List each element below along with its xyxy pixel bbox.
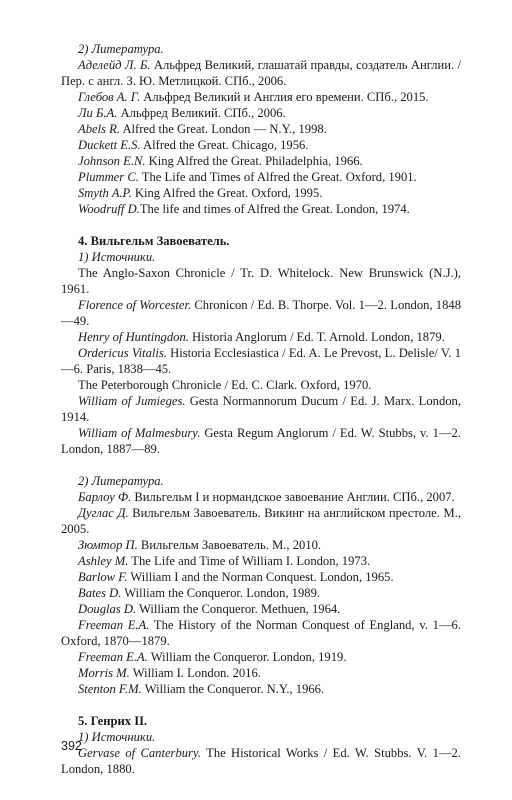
entry-author: Florence of Worcester.: [78, 298, 192, 312]
bibliography-entry: [61, 265, 461, 297]
section-gap: [61, 217, 461, 233]
bibliography-entry: [61, 393, 461, 425]
entry-author: Gervase of Canterbury.: [78, 746, 201, 760]
subsection-label: 1) Источники.: [78, 730, 156, 744]
bibliography-entry: [61, 89, 461, 105]
entry-author: Барлоу Ф.: [78, 490, 132, 504]
section-gap: [61, 697, 461, 713]
entry-text: William the Conqueror. London, 1919.: [147, 650, 347, 664]
entry-text: The History of the Norman Conquest of England, v. 1—6. Oxford, 1870—1879.: [61, 618, 461, 648]
bibliography-entry: [61, 601, 461, 617]
entry-author: Barlow F.: [78, 570, 128, 584]
subsection-label: 2) Литература.: [78, 42, 164, 56]
entry-text: Вильгельм I и нормандское завоевание Англии. СПб., 2007.: [131, 490, 455, 504]
entry-text: Alfred the Great. Chicago, 1956.: [140, 138, 309, 152]
entry-author: William of Jumieges.: [78, 394, 186, 408]
entry-author: Ordericus Vitalis.: [78, 346, 167, 360]
bibliography-entry: [61, 185, 461, 201]
entry-author: Plummer C.: [78, 170, 139, 184]
entry-author: Abels R.: [78, 122, 120, 136]
entry-author: Зюмтор П.: [78, 538, 138, 552]
bibliography-entry: [61, 553, 461, 569]
entry-text: The Anglo-Saxon Chronicle / Tr. D. Whitelock. New Brunswick (N.J.), 1961.: [61, 266, 461, 296]
entry-text: The Life and Times of Alfred the Great. Oxford, 1901.: [138, 170, 417, 184]
entry-text: Вильгельм Завоеватель. Викинг на английском престоле. М., 2005.: [61, 506, 461, 536]
entry-text: The Historical Works / Ed. W. Stubbs. V. 1—2. London, 1880.: [61, 746, 461, 776]
entry-author: Дуглас Д.: [78, 506, 129, 520]
subsection-gap: [61, 457, 461, 473]
entry-text: William I. London. 2016.: [129, 666, 261, 680]
entry-author: Freeman E.A.: [78, 618, 150, 632]
entry-text: Chronicon / Ed. B. Thorpe. Vol. 1—2. London, 1848—49.: [61, 298, 461, 328]
subsection-label: 1) Источники.: [78, 250, 156, 264]
entry-author: Morris M.: [78, 666, 130, 680]
section-heading: 4. Вильгельм Завоеватель.: [78, 234, 230, 248]
entry-author: Johnson E.N.: [78, 154, 146, 168]
entry-author: Глебов А. Г.: [78, 90, 141, 104]
entry-author: Ли Б.А.: [78, 106, 118, 120]
entry-author: Bates D.: [78, 586, 122, 600]
bibliography-entry: [61, 537, 461, 553]
bibliography-entry: [61, 617, 461, 649]
bibliography-entry: [61, 377, 461, 393]
entry-author: Ashley M.: [78, 554, 129, 568]
entry-text: Альфред Великий, глашатай правды, создатель Англии. / Пер. с англ. З. Ю. Метлицкой. СПб., 2006.: [61, 58, 461, 88]
entry-text: William the Conqueror. London, 1989.: [121, 586, 321, 600]
bibliography-entry: [61, 153, 461, 169]
bibliography-entry: [61, 297, 461, 329]
bibliography-entry: [61, 57, 461, 89]
bibliography-entry: [61, 489, 461, 505]
entry-text: The Life and Time of William I. London, 1973.: [128, 554, 371, 568]
entry-author: Henry of Huntingdon.: [78, 330, 189, 344]
bibliography-entry: [61, 345, 461, 377]
entry-author: Douglas D.: [78, 602, 137, 616]
page-number: 392: [61, 739, 82, 753]
entry-text: Historia Ecclesiastica / Ed. A. Le Prevost, L. Delisle/ V. 1—6. Paris, 1838—45.: [61, 346, 461, 376]
bibliography-entry: [61, 329, 461, 345]
entry-text: Альфред Великий и Англия его времени. СПб., 2015.: [140, 90, 429, 104]
entry-text: Вильгельм Завоеватель. М., 2010.: [137, 538, 322, 552]
section-heading: 5. Генрих II.: [78, 714, 148, 728]
entry-text: King Alfred the Great. Oxford, 1995.: [131, 186, 323, 200]
entry-text: King Alfred the Great. Philadelphia, 1966.: [145, 154, 363, 168]
entry-text: Альфред Великий. СПб., 2006.: [117, 106, 286, 120]
entry-author: Smyth A.P.: [78, 186, 132, 200]
bibliography-entry: [61, 505, 461, 537]
entry-author: Stenton F.M.: [78, 682, 142, 696]
bibliography-entry: [61, 169, 461, 185]
bibliography-entry: [61, 649, 461, 665]
bibliography-entry: [61, 201, 461, 217]
bibliography-entry: [61, 681, 461, 697]
entry-author: Duckett E.S.: [78, 138, 141, 152]
subsection-label: 2) Литература.: [78, 474, 164, 488]
bibliography-entry: [61, 105, 461, 121]
book-page: [61, 41, 461, 777]
entry-text: Gesta Regum Anglorum / Ed. W. Stubbs, v. 1—2. London, 1887—89.: [61, 426, 461, 456]
bibliography-entry: [61, 585, 461, 601]
bibliography-entry: [61, 569, 461, 585]
entry-text: William the Conqueror. N.Y., 1966.: [141, 682, 325, 696]
entry-text: The Peterborough Chronicle / Ed. C. Clark. Oxford, 1970.: [78, 378, 372, 392]
entry-author: Аделейд Л. Б.: [78, 58, 151, 72]
entry-text: Historia Anglorum / Ed. T. Arnold. London, 1879.: [188, 330, 445, 344]
entry-author: Woodruff D.: [78, 202, 140, 216]
entry-text: William I and the Norman Conquest. London, 1965.: [127, 570, 394, 584]
entry-text: William the Conqueror. Methuen, 1964.: [136, 602, 341, 616]
bibliography-entry: [61, 665, 461, 681]
bibliography-entry: [61, 425, 461, 457]
bibliography-entry: [61, 137, 461, 153]
entry-author: Freeman E.A.: [78, 650, 148, 664]
entry-author: William of Malmesbury.: [78, 426, 201, 440]
entry-text: The life and times of Alfred the Great. London, 1974.: [139, 202, 410, 216]
entry-text: Gesta Normannorum Ducum / Ed. J. Marx. London, 1914.: [61, 394, 461, 424]
bibliography-entry: [61, 121, 461, 137]
entry-text: Alfred the Great. London — N.Y., 1998.: [119, 122, 327, 136]
bibliography-entry: [61, 745, 461, 777]
